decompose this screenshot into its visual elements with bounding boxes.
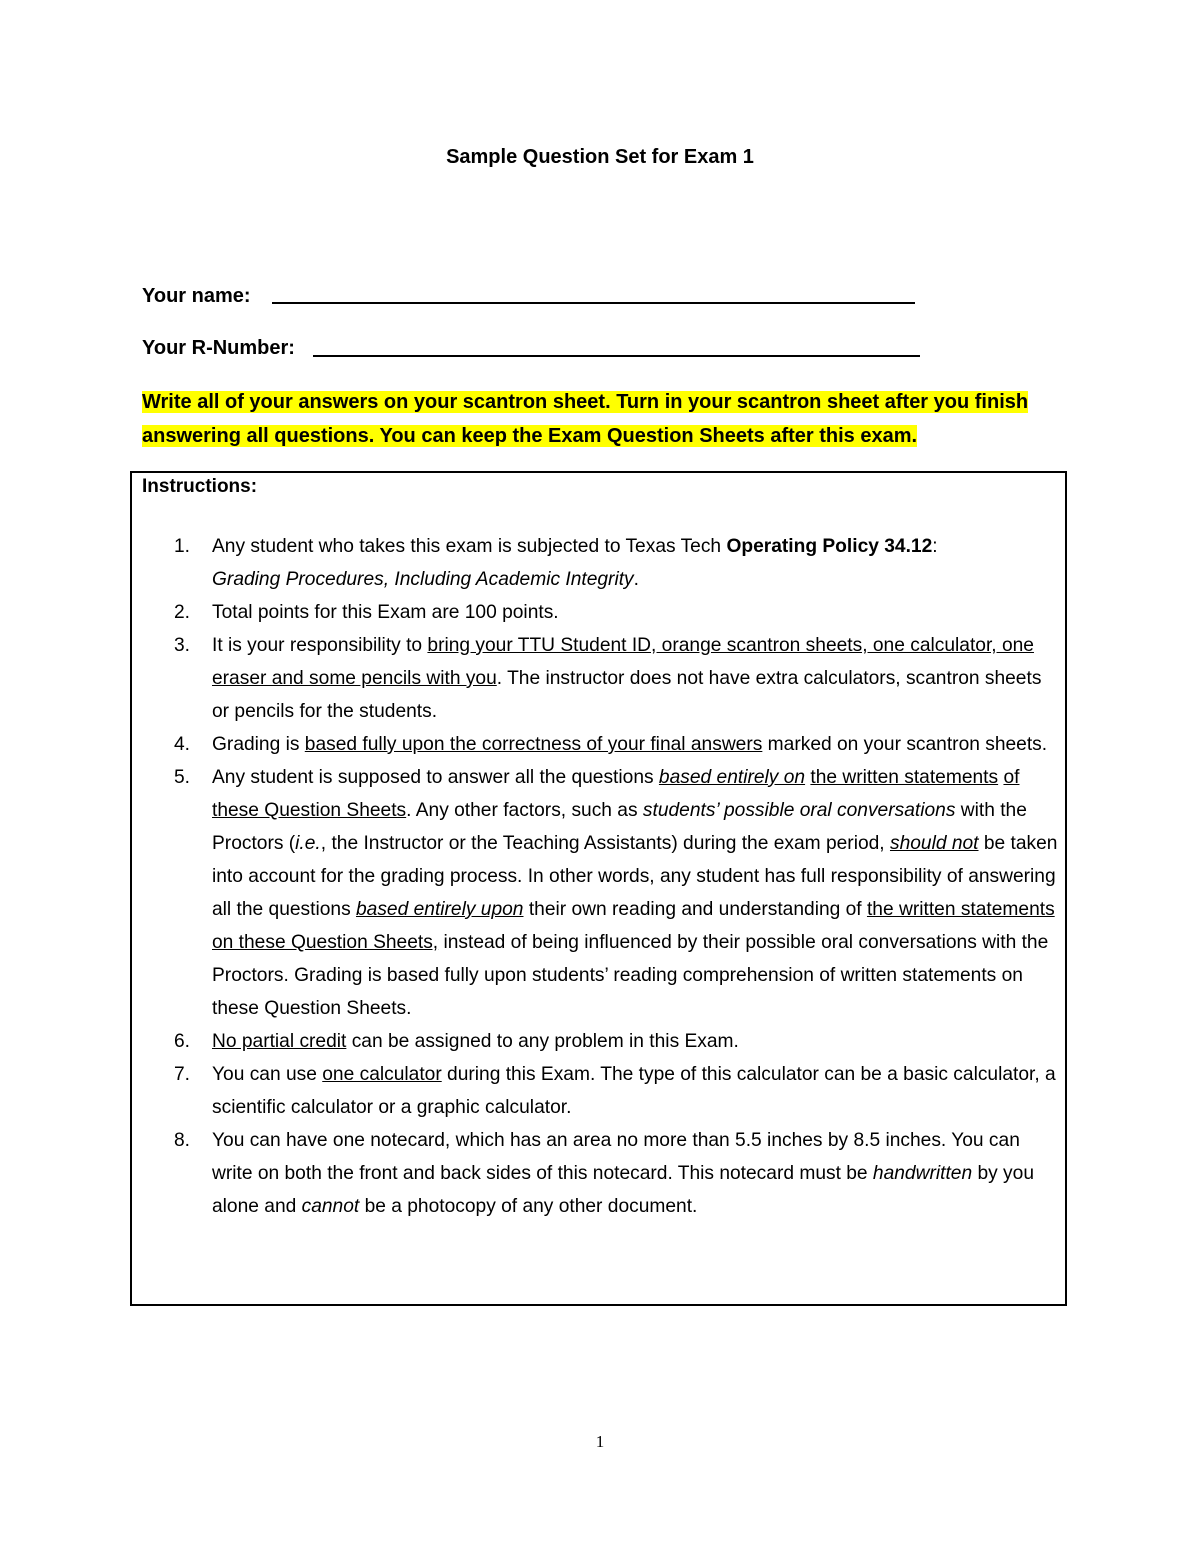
item-text-underlined: on these Question Sheets, bbox=[212, 932, 439, 953]
item-text-underlined: of these Question Sheets bbox=[212, 767, 1020, 821]
document-title: Sample Question Set for Exam 1 bbox=[446, 146, 754, 168]
item-text: . Any other factors, such as bbox=[406, 800, 643, 821]
scantron-notice bbox=[142, 385, 1072, 453]
item-text: during this Exam. The type of this calculator can be a basic calculator, a scientific calculator or a graphic calculator. bbox=[212, 1064, 1056, 1118]
item-text: . The instructor does not have extra calculators, scantron sheets or pencils for the students. bbox=[212, 668, 1042, 722]
item-number: 3. bbox=[174, 635, 191, 656]
item-text: You can have one notecard, which has an area no more than 5.5 inches by 8.5 inches. You can write on both the front and back sides of this notecard. This notecard must be bbox=[212, 1130, 1020, 1184]
instruction-item-7 bbox=[142, 1058, 1062, 1124]
rnumber-field-line[interactable] bbox=[313, 355, 920, 357]
item-text-underlined-italic: should not bbox=[889, 833, 979, 854]
name-field-line[interactable] bbox=[272, 302, 915, 304]
item-text: instead of being influenced by their possible oral conversations with the Proctors. Grading is based fully upon students’ reading comprehension of written statements on these Question Sheets. bbox=[212, 932, 1049, 1019]
item-text-italic: handwritten bbox=[872, 1163, 973, 1184]
item-text-underlined: No partial credit bbox=[212, 1031, 347, 1052]
item-text: Any student who takes this exam is subjected to Texas Tech bbox=[212, 536, 727, 557]
notice-line-2: answering all questions. You can keep the Exam Question Sheets after this exam. bbox=[142, 425, 918, 447]
item-text: Any student is supposed to answer all the questions bbox=[212, 767, 659, 788]
instruction-item-2 bbox=[142, 596, 1062, 629]
item-text-underlined: one calculator bbox=[322, 1064, 442, 1085]
item-text: be a photocopy of any other document. bbox=[359, 1196, 698, 1217]
page-number: 1 bbox=[595, 1432, 605, 1451]
item-text: It is your responsibility to bbox=[212, 635, 428, 656]
item-number: 4. bbox=[174, 734, 191, 755]
item-text-bold: Operating Policy 34.12 bbox=[726, 536, 933, 557]
item-text: , the Instructor or the Teaching Assistants) during the exam period, bbox=[320, 833, 890, 854]
item-text-underlined: the written statements bbox=[810, 767, 999, 788]
item-text: their own reading and understanding of bbox=[523, 899, 867, 920]
instruction-item-3 bbox=[142, 629, 1062, 728]
item-text: can be assigned to any problem in this Exam. bbox=[346, 1031, 739, 1052]
item-text-italic: Grading Procedures, Including Academic Integrity bbox=[212, 569, 634, 590]
item-text: You can use bbox=[212, 1064, 323, 1085]
item-text-underlined: bring your TTU Student ID, orange scantron sheets, one calculator, one eraser and some pencils with you bbox=[212, 635, 1034, 689]
item-number: 7. bbox=[174, 1064, 191, 1085]
item-text-underlined-italic: based entirely on bbox=[658, 767, 806, 788]
item-number: 8. bbox=[174, 1130, 191, 1151]
item-text-italic: i.e. bbox=[295, 833, 321, 854]
item-text: marked on your scantron sheets. bbox=[762, 734, 1048, 755]
item-text: with the Proctors ( bbox=[212, 800, 1027, 854]
instruction-item-6 bbox=[142, 1025, 1062, 1058]
item-number: 1. bbox=[174, 536, 191, 557]
item-text-underlined: the written statements bbox=[866, 899, 1055, 920]
item-text-italic: cannot bbox=[301, 1196, 360, 1217]
item-text-underlined-italic: based entirely upon bbox=[356, 899, 524, 920]
rnumber-label: Your R-Number: bbox=[142, 337, 295, 359]
item-text: be taken into account for the grading process. In other words, any student has full responsibility of answering all the questions bbox=[212, 833, 1058, 920]
item-text: : bbox=[932, 536, 938, 557]
name-label: Your name: bbox=[142, 285, 251, 307]
item-number: 2. bbox=[174, 602, 191, 623]
instruction-item-4 bbox=[142, 728, 1062, 761]
notice-line-1: Write all of your answers on your scantron sheet. Turn in your scantron sheet after you finish bbox=[142, 391, 1029, 413]
instructions-heading: Instructions: bbox=[142, 476, 258, 497]
item-text-underlined: based fully upon the correctness of your final answers bbox=[304, 734, 763, 755]
instruction-item-5 bbox=[142, 761, 1062, 1025]
item-text: Total points for this Exam are 100 points. bbox=[212, 602, 559, 623]
item-text: . bbox=[633, 569, 639, 590]
item-text-italic: students’ possible oral conversations bbox=[642, 800, 956, 821]
instruction-item-1 bbox=[142, 530, 1062, 596]
item-number: 5. bbox=[174, 767, 191, 788]
item-text: Grading is bbox=[212, 734, 305, 755]
instruction-item-8 bbox=[142, 1124, 1062, 1223]
item-number: 6. bbox=[174, 1031, 191, 1052]
instructions-list bbox=[142, 530, 1062, 1223]
item-text: by you alone and bbox=[212, 1163, 1034, 1217]
